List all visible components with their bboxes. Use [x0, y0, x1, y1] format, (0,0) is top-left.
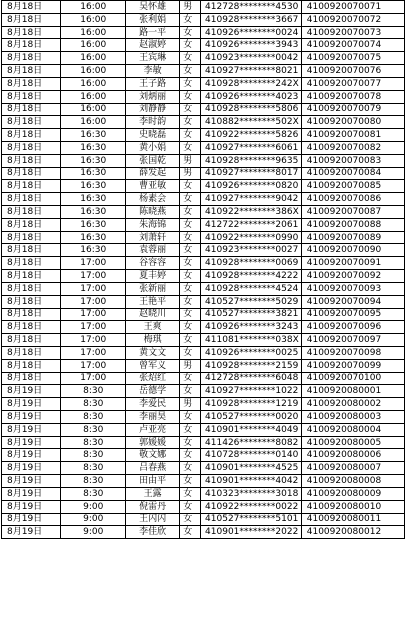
ticket-number-cell: 4100920070092 — [301, 270, 404, 283]
time-cell: 16:30 — [61, 206, 126, 219]
ticket-number-cell: 4100920070080 — [301, 116, 404, 129]
name-cell: 曹亚敏 — [126, 180, 180, 193]
date-cell: 8月18日 — [2, 372, 61, 385]
name-cell: 王宾琳 — [126, 52, 180, 65]
table-row — [2, 129, 405, 142]
sex-cell: 女 — [180, 180, 201, 193]
date-cell: 8月18日 — [2, 77, 61, 90]
table-row — [2, 346, 405, 359]
table-row — [2, 526, 405, 539]
time-cell: 16:30 — [61, 218, 126, 231]
name-cell: 张新丽 — [126, 282, 180, 295]
date-cell: 8月18日 — [2, 231, 61, 244]
date-cell: 8月18日 — [2, 167, 61, 180]
sex-cell: 女 — [180, 52, 201, 65]
table-row — [2, 500, 405, 513]
name-cell: 曾军义 — [126, 359, 180, 372]
time-cell: 16:30 — [61, 193, 126, 206]
table-row — [2, 65, 405, 78]
ticket-number-cell: 4100920070076 — [301, 65, 404, 78]
time-cell: 17:00 — [61, 270, 126, 283]
name-cell: 赵晓川 — [126, 308, 180, 321]
time-cell: 8:30 — [61, 411, 126, 424]
id-number-cell: 410927********1022 — [201, 385, 302, 398]
name-cell: 王爽 — [126, 321, 180, 334]
date-cell: 8月18日 — [2, 103, 61, 116]
id-number-cell: 410922********0022 — [201, 500, 302, 513]
id-number-cell: 410901********4049 — [201, 423, 302, 436]
sex-cell: 女 — [180, 231, 201, 244]
sex-cell: 女 — [180, 487, 201, 500]
table-row — [2, 193, 405, 206]
sex-cell: 男 — [180, 359, 201, 372]
id-number-cell: 410927********9042 — [201, 193, 302, 206]
time-cell: 16:30 — [61, 129, 126, 142]
sex-cell: 女 — [180, 372, 201, 385]
name-cell: 王闪闪 — [126, 513, 180, 526]
id-number-cell: 410928********4524 — [201, 282, 302, 295]
time-cell: 16:00 — [61, 116, 126, 129]
ticket-number-cell: 4100920080006 — [301, 449, 404, 462]
table-row — [2, 334, 405, 347]
id-number-cell: 410928********0069 — [201, 257, 302, 270]
date-cell: 8月18日 — [2, 65, 61, 78]
table-row — [2, 90, 405, 103]
time-cell: 17:00 — [61, 308, 126, 321]
schedule-table-body — [2, 1, 405, 539]
id-number-cell: 410928********2159 — [201, 359, 302, 372]
sex-cell: 女 — [180, 308, 201, 321]
time-cell: 17:00 — [61, 372, 126, 385]
table-row — [2, 77, 405, 90]
name-cell: 卢亚亮 — [126, 423, 180, 436]
date-cell: 8月19日 — [2, 513, 61, 526]
id-number-cell: 412722********2061 — [201, 218, 302, 231]
id-number-cell: 410901********2022 — [201, 526, 302, 539]
id-number-cell: 410922********386X — [201, 206, 302, 219]
name-cell: 李佳欣 — [126, 526, 180, 539]
date-cell: 8月19日 — [2, 462, 61, 475]
id-number-cell: 410928********242X — [201, 77, 302, 90]
id-number-cell: 410922********0990 — [201, 231, 302, 244]
id-number-cell: 410527********0020 — [201, 411, 302, 424]
time-cell: 17:00 — [61, 295, 126, 308]
table-row — [2, 13, 405, 26]
id-number-cell: 410527********5029 — [201, 295, 302, 308]
id-number-cell: 411426********8082 — [201, 436, 302, 449]
date-cell: 8月18日 — [2, 129, 61, 142]
name-cell: 刘静静 — [126, 103, 180, 116]
time-cell: 17:00 — [61, 282, 126, 295]
table-row — [2, 487, 405, 500]
ticket-number-cell: 4100920070100 — [301, 372, 404, 385]
ticket-number-cell: 4100920070074 — [301, 39, 404, 52]
ticket-number-cell: 4100920080009 — [301, 487, 404, 500]
id-number-cell: 410923********0027 — [201, 244, 302, 257]
date-cell: 8月19日 — [2, 526, 61, 539]
time-cell: 16:30 — [61, 231, 126, 244]
table-row — [2, 257, 405, 270]
sex-cell: 女 — [180, 270, 201, 283]
ticket-number-cell: 4100920080003 — [301, 411, 404, 424]
name-cell: 夏丰婷 — [126, 270, 180, 283]
sex-cell: 女 — [180, 129, 201, 142]
ticket-number-cell: 4100920080011 — [301, 513, 404, 526]
ticket-number-cell: 4100920070094 — [301, 295, 404, 308]
table-row — [2, 52, 405, 65]
date-cell: 8月18日 — [2, 346, 61, 359]
name-cell: 倪雷丹 — [126, 500, 180, 513]
table-row — [2, 244, 405, 257]
date-cell: 8月19日 — [2, 487, 61, 500]
name-cell: 杨素会 — [126, 193, 180, 206]
time-cell: 16:00 — [61, 26, 126, 39]
id-number-cell: 410882********502X — [201, 116, 302, 129]
ticket-number-cell: 4100920070071 — [301, 1, 404, 14]
date-cell: 8月19日 — [2, 423, 61, 436]
ticket-number-cell: 4100920070072 — [301, 13, 404, 26]
ticket-number-cell: 4100920070083 — [301, 154, 404, 167]
name-cell: 刘炳丽 — [126, 90, 180, 103]
sex-cell: 女 — [180, 218, 201, 231]
sex-cell: 女 — [180, 334, 201, 347]
time-cell: 8:30 — [61, 436, 126, 449]
table-row — [2, 218, 405, 231]
name-cell: 路一平 — [126, 26, 180, 39]
name-cell: 薛发起 — [126, 167, 180, 180]
ticket-number-cell: 4100920080004 — [301, 423, 404, 436]
ticket-number-cell: 4100920070089 — [301, 231, 404, 244]
id-number-cell: 410527********3821 — [201, 308, 302, 321]
table-row — [2, 398, 405, 411]
table-row — [2, 270, 405, 283]
table-row — [2, 141, 405, 154]
ticket-number-cell: 4100920070079 — [301, 103, 404, 116]
time-cell: 16:30 — [61, 141, 126, 154]
name-cell: 陈晓燕 — [126, 206, 180, 219]
id-number-cell: 410926********3243 — [201, 321, 302, 334]
date-cell: 8月19日 — [2, 475, 61, 488]
table-row — [2, 26, 405, 39]
time-cell: 8:30 — [61, 449, 126, 462]
id-number-cell: 412728********6048 — [201, 372, 302, 385]
table-row — [2, 411, 405, 424]
ticket-number-cell: 4100920080002 — [301, 398, 404, 411]
table-row — [2, 436, 405, 449]
id-number-cell: 410927********8017 — [201, 167, 302, 180]
id-number-cell: 410323********3018 — [201, 487, 302, 500]
id-number-cell: 410527********5101 — [201, 513, 302, 526]
name-cell: 敬文娜 — [126, 449, 180, 462]
table-row — [2, 308, 405, 321]
time-cell: 16:30 — [61, 180, 126, 193]
name-cell: 赵淑婷 — [126, 39, 180, 52]
table-row — [2, 167, 405, 180]
id-number-cell: 410926********4023 — [201, 90, 302, 103]
name-cell: 李爱民 — [126, 398, 180, 411]
id-number-cell: 412728********4530 — [201, 1, 302, 14]
time-cell: 17:00 — [61, 346, 126, 359]
id-number-cell: 410926********0025 — [201, 346, 302, 359]
name-cell: 岳德学 — [126, 385, 180, 398]
sex-cell: 女 — [180, 526, 201, 539]
ticket-number-cell: 4100920070077 — [301, 77, 404, 90]
time-cell: 16:00 — [61, 103, 126, 116]
sex-cell: 女 — [180, 282, 201, 295]
name-cell: 王艳平 — [126, 295, 180, 308]
table-row — [2, 372, 405, 385]
time-cell: 8:30 — [61, 385, 126, 398]
time-cell: 16:30 — [61, 244, 126, 257]
id-number-cell: 410728********0140 — [201, 449, 302, 462]
ticket-number-cell: 4100920070091 — [301, 257, 404, 270]
name-cell: 王露 — [126, 487, 180, 500]
id-number-cell: 410928********5806 — [201, 103, 302, 116]
sex-cell: 女 — [180, 500, 201, 513]
time-cell: 9:00 — [61, 513, 126, 526]
time-cell: 16:00 — [61, 65, 126, 78]
date-cell: 8月18日 — [2, 244, 61, 257]
name-cell: 张利娟 — [126, 13, 180, 26]
sex-cell: 女 — [180, 346, 201, 359]
sex-cell: 女 — [180, 26, 201, 39]
sex-cell: 女 — [180, 206, 201, 219]
ticket-number-cell: 4100920080010 — [301, 500, 404, 513]
id-number-cell: 410922********5826 — [201, 129, 302, 142]
ticket-number-cell: 4100920070095 — [301, 308, 404, 321]
table-row — [2, 423, 405, 436]
id-number-cell: 410926********3943 — [201, 39, 302, 52]
time-cell: 9:00 — [61, 526, 126, 539]
time-cell: 8:30 — [61, 398, 126, 411]
table-row — [2, 1, 405, 14]
date-cell: 8月18日 — [2, 193, 61, 206]
date-cell: 8月18日 — [2, 13, 61, 26]
time-cell: 17:00 — [61, 257, 126, 270]
id-number-cell: 410926********0820 — [201, 180, 302, 193]
id-number-cell: 410926********0024 — [201, 26, 302, 39]
date-cell: 8月18日 — [2, 257, 61, 270]
ticket-number-cell: 4100920070097 — [301, 334, 404, 347]
date-cell: 8月19日 — [2, 411, 61, 424]
ticket-number-cell: 4100920070090 — [301, 244, 404, 257]
schedule-table — [1, 0, 405, 539]
sex-cell: 女 — [180, 513, 201, 526]
ticket-number-cell: 4100920070078 — [301, 90, 404, 103]
table-row — [2, 513, 405, 526]
sex-cell: 女 — [180, 13, 201, 26]
id-number-cell: 410928********9635 — [201, 154, 302, 167]
id-number-cell: 410928********3667 — [201, 13, 302, 26]
date-cell: 8月18日 — [2, 359, 61, 372]
ticket-number-cell: 4100920070093 — [301, 282, 404, 295]
ticket-number-cell: 4100920070088 — [301, 218, 404, 231]
ticket-number-cell: 4100920080001 — [301, 385, 404, 398]
name-cell: 李敏 — [126, 65, 180, 78]
time-cell: 17:00 — [61, 334, 126, 347]
ticket-number-cell: 4100920070084 — [301, 167, 404, 180]
time-cell: 16:00 — [61, 52, 126, 65]
name-cell: 史晓磊 — [126, 129, 180, 142]
name-cell: 朱海锦 — [126, 218, 180, 231]
ticket-number-cell: 4100920070073 — [301, 26, 404, 39]
time-cell: 16:00 — [61, 90, 126, 103]
table-row — [2, 282, 405, 295]
time-cell: 8:30 — [61, 487, 126, 500]
name-cell: 黄小娟 — [126, 141, 180, 154]
name-cell: 谷容容 — [126, 257, 180, 270]
table-row — [2, 103, 405, 116]
table-row — [2, 359, 405, 372]
date-cell: 8月18日 — [2, 39, 61, 52]
date-cell: 8月19日 — [2, 449, 61, 462]
ticket-number-cell: 4100920070085 — [301, 180, 404, 193]
table-row — [2, 475, 405, 488]
table-row — [2, 154, 405, 167]
sex-cell: 女 — [180, 77, 201, 90]
id-number-cell: 410927********8021 — [201, 65, 302, 78]
id-number-cell: 411081********038X — [201, 334, 302, 347]
ticket-number-cell: 4100920070075 — [301, 52, 404, 65]
sex-cell: 女 — [180, 257, 201, 270]
table-row — [2, 206, 405, 219]
date-cell: 8月18日 — [2, 90, 61, 103]
time-cell: 16:30 — [61, 154, 126, 167]
id-number-cell: 410928********4222 — [201, 270, 302, 283]
sex-cell: 女 — [180, 475, 201, 488]
time-cell: 16:00 — [61, 39, 126, 52]
name-cell: 吕春燕 — [126, 462, 180, 475]
date-cell: 8月18日 — [2, 1, 61, 14]
table-row — [2, 295, 405, 308]
date-cell: 8月18日 — [2, 334, 61, 347]
date-cell: 8月18日 — [2, 321, 61, 334]
date-cell: 8月18日 — [2, 282, 61, 295]
date-cell: 8月18日 — [2, 154, 61, 167]
sex-cell: 女 — [180, 116, 201, 129]
sex-cell: 女 — [180, 295, 201, 308]
time-cell: 17:00 — [61, 321, 126, 334]
ticket-number-cell: 4100920070099 — [301, 359, 404, 372]
date-cell: 8月18日 — [2, 218, 61, 231]
sex-cell: 女 — [180, 193, 201, 206]
name-cell: 黄文文 — [126, 346, 180, 359]
table-row — [2, 449, 405, 462]
ticket-number-cell: 4100920070096 — [301, 321, 404, 334]
time-cell: 16:00 — [61, 77, 126, 90]
sex-cell: 男 — [180, 398, 201, 411]
table-row — [2, 385, 405, 398]
sex-cell: 女 — [180, 436, 201, 449]
time-cell: 16:30 — [61, 167, 126, 180]
name-cell: 张炤红 — [126, 372, 180, 385]
time-cell: 17:00 — [61, 359, 126, 372]
date-cell: 8月19日 — [2, 436, 61, 449]
date-cell: 8月18日 — [2, 270, 61, 283]
date-cell: 8月18日 — [2, 52, 61, 65]
date-cell: 8月18日 — [2, 141, 61, 154]
table-row — [2, 231, 405, 244]
table-row — [2, 180, 405, 193]
name-cell: 袁蓉丽 — [126, 244, 180, 257]
ticket-number-cell: 4100920070087 — [301, 206, 404, 219]
name-cell: 李丽昊 — [126, 411, 180, 424]
ticket-number-cell: 4100920080007 — [301, 462, 404, 475]
sex-cell: 女 — [180, 103, 201, 116]
date-cell: 8月19日 — [2, 385, 61, 398]
name-cell: 梅琪 — [126, 334, 180, 347]
date-cell: 8月18日 — [2, 295, 61, 308]
sex-cell: 女 — [180, 244, 201, 257]
id-number-cell: 410901********4042 — [201, 475, 302, 488]
id-number-cell: 410927********6061 — [201, 141, 302, 154]
name-cell: 刘萧轩 — [126, 231, 180, 244]
name-cell: 吴怀雄 — [126, 1, 180, 14]
table-row — [2, 39, 405, 52]
sex-cell: 女 — [180, 141, 201, 154]
time-cell: 9:00 — [61, 500, 126, 513]
ticket-number-cell: 4100920080012 — [301, 526, 404, 539]
date-cell: 8月18日 — [2, 206, 61, 219]
ticket-number-cell: 4100920070098 — [301, 346, 404, 359]
id-number-cell: 410923********0042 — [201, 52, 302, 65]
name-cell: 李时韵 — [126, 116, 180, 129]
sex-cell: 男 — [180, 154, 201, 167]
sex-cell: 女 — [180, 462, 201, 475]
date-cell: 8月18日 — [2, 180, 61, 193]
table-row — [2, 116, 405, 129]
sex-cell: 女 — [180, 65, 201, 78]
sex-cell: 女 — [180, 321, 201, 334]
name-cell: 张国乾 — [126, 154, 180, 167]
time-cell: 8:30 — [61, 462, 126, 475]
id-number-cell: 410901********4525 — [201, 462, 302, 475]
sex-cell: 女 — [180, 90, 201, 103]
date-cell: 8月18日 — [2, 26, 61, 39]
date-cell: 8月19日 — [2, 500, 61, 513]
ticket-number-cell: 4100920080005 — [301, 436, 404, 449]
sex-cell: 女 — [180, 423, 201, 436]
ticket-number-cell: 4100920070081 — [301, 129, 404, 142]
id-number-cell: 410928********1219 — [201, 398, 302, 411]
sex-cell: 女 — [180, 449, 201, 462]
date-cell: 8月18日 — [2, 116, 61, 129]
time-cell: 16:00 — [61, 1, 126, 14]
date-cell: 8月18日 — [2, 308, 61, 321]
sex-cell: 女 — [180, 411, 201, 424]
sex-cell: 女 — [180, 385, 201, 398]
time-cell: 16:00 — [61, 13, 126, 26]
ticket-number-cell: 4100920080008 — [301, 475, 404, 488]
sex-cell: 男 — [180, 1, 201, 14]
time-cell: 8:30 — [61, 475, 126, 488]
name-cell: 郭媛媛 — [126, 436, 180, 449]
sex-cell: 女 — [180, 39, 201, 52]
table-row — [2, 462, 405, 475]
ticket-number-cell: 4100920070082 — [301, 141, 404, 154]
sex-cell: 男 — [180, 167, 201, 180]
name-cell: 王子路 — [126, 77, 180, 90]
name-cell: 田由平 — [126, 475, 180, 488]
ticket-number-cell: 4100920070086 — [301, 193, 404, 206]
time-cell: 8:30 — [61, 423, 126, 436]
date-cell: 8月19日 — [2, 398, 61, 411]
table-row — [2, 321, 405, 334]
